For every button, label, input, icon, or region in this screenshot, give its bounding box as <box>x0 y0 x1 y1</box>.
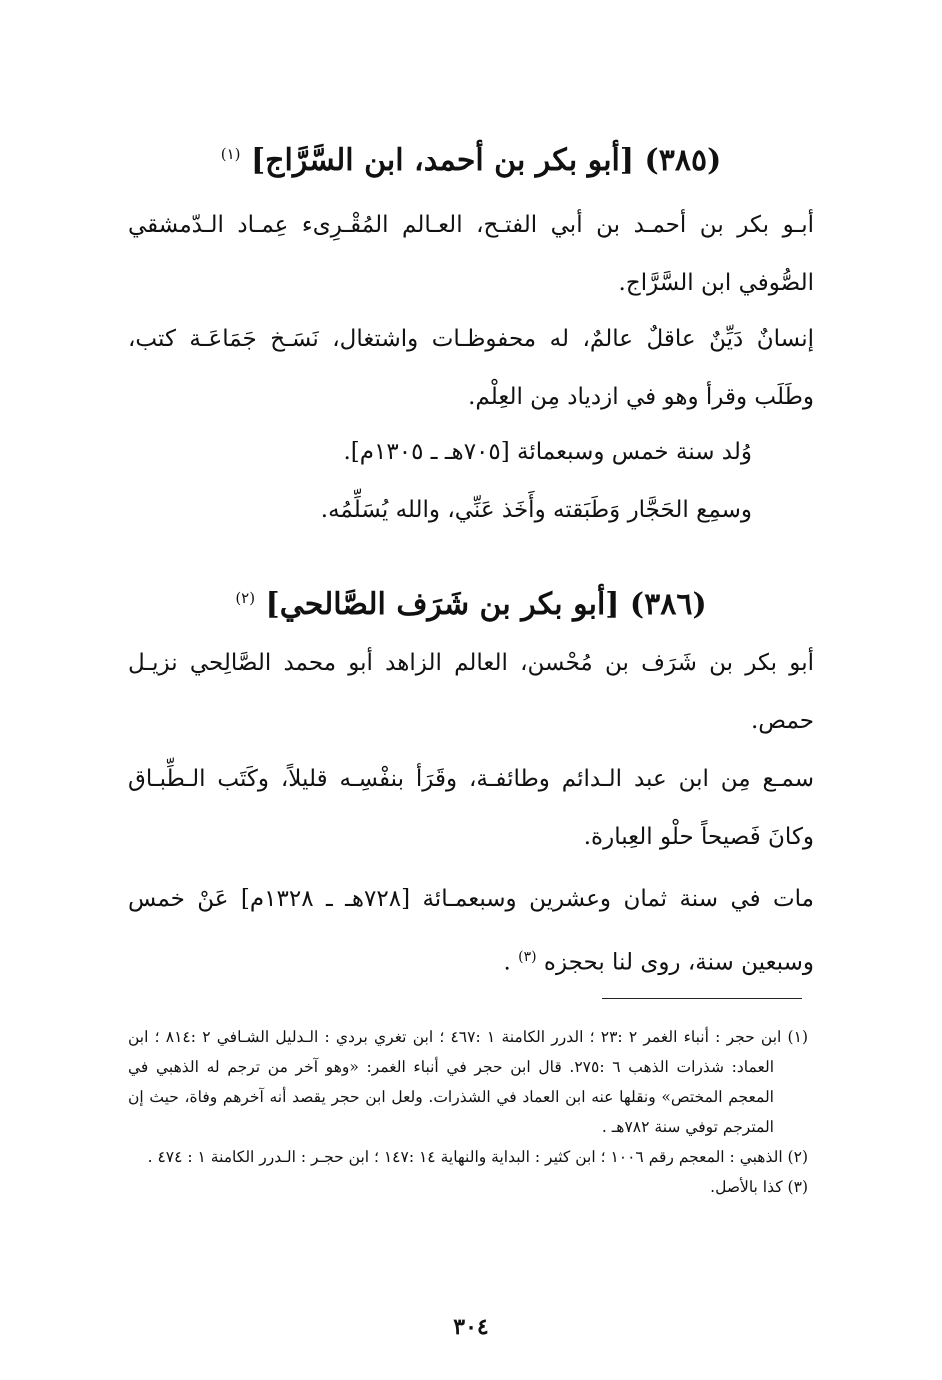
paragraph-385-name: أبـو بكر بن أحمـد بن أبي الفتـح، العـالم المُقْـرِىء عِمـاد الـدّمشقي الصُّوفي ابن السَّرَّاج. <box>128 212 814 296</box>
footnote-2: (٢) الذهبي : المعجم رقم ١٠٠٦ ؛ ابن كثير : البداية والنهاية ١٤ :١٤٧ ؛ ابن حجـر : الـدرر الكامنة ١ : ٤٧٤ . <box>147 1148 808 1166</box>
footnote-3: (٣) كذا بالأصل. <box>710 1178 808 1196</box>
paragraph-386-death: مات في سنة ثمان وعشرين وسبعمـائة [٧٢٨هـ ـ ١٣٢٨م] عَنْ خمس وسبعين سنة، روى لنا بحجزه $^{(٣)}$ . <box>128 886 815 976</box>
page-number: ٣٠٤ <box>453 1314 489 1340</box>
footnote-ref-3: (٣) <box>518 949 537 965</box>
entry-title-text: (٣٨٥) [أبو بكر بن أحمد، ابن السَّرَّاج] <box>250 143 722 178</box>
paragraph-386-name: أبو بكر بن شَرَف بن مُحْسن، العالم الزاهد أبو محمد الصَّالِحي نزيـل حمص. <box>128 650 814 734</box>
footnotes <box>128 1022 808 1202</box>
footnote-divider <box>602 998 802 999</box>
entry-title-text: (٣٨٦) [أبو بكر بن شَرَف الصَّالحي] <box>265 587 707 622</box>
paragraph-385-description: إنسانٌ دَيِّنٌ عاقلٌ عالمٌ، له محفوظـات واشتغال، نَسَـخ جَمَاعَـة كتب، وطَلَب وقرأ وهو في ازدياد مِن العِلْم. <box>128 326 814 410</box>
paragraph-386-death-text: مات في سنة ثمان وعشرين وسبعمـائة [٧٢٨هـ ـ ١٣٢٨م] عَنْ خمس وسبعين سنة، روى لنا بحجزه <box>128 886 815 976</box>
footnote-ref-2: (٢) <box>235 589 256 607</box>
paragraph-386-description: سمـع مِن ابن عبد الـدائم وطائفـة، وقَرَأ بنفْسِـه قليلاً، وكَتَب الـطِّبـاق وكانَ فَصيحاً حلْو العِبارة. <box>128 766 814 850</box>
footnote-1: (١) ابن حجر : أنباء الغمر ٢ :٢٣ ؛ الدرر الكامنة ١ :٤٦٧ ؛ ابن تغري بردي : الـدليل الشـافي ٢ :٨١٤ ؛ ابن العماد: شذرات الذهب ٦ :٢٧٥. قال ابن حجر في أنباء الغمر: «وهو آخر من ترجم له الذهبي في المعجم المختص» ونقلها عنه ابن العماد في الشذرات. ولعل ابن حجر يقصد أنه آخرهم وفاة، حيث إن المترجم توفي سنة ٧٨٢هـ . <box>128 1028 808 1136</box>
entry-title-386 <box>128 578 814 625</box>
entry-title-385 <box>128 134 814 181</box>
footnote-ref-1: (١) <box>220 145 241 163</box>
paragraph-385-hearing: وسمِع الحَجَّار وَطَبَقته وأَخَذ عَنِّي، والله يُسَلِّمُه. <box>320 497 752 523</box>
paragraph-385-birth: وُلد سنة خمس وسبعمائة [٧٠٥هـ ـ ١٣٠٥م]. <box>343 439 752 465</box>
